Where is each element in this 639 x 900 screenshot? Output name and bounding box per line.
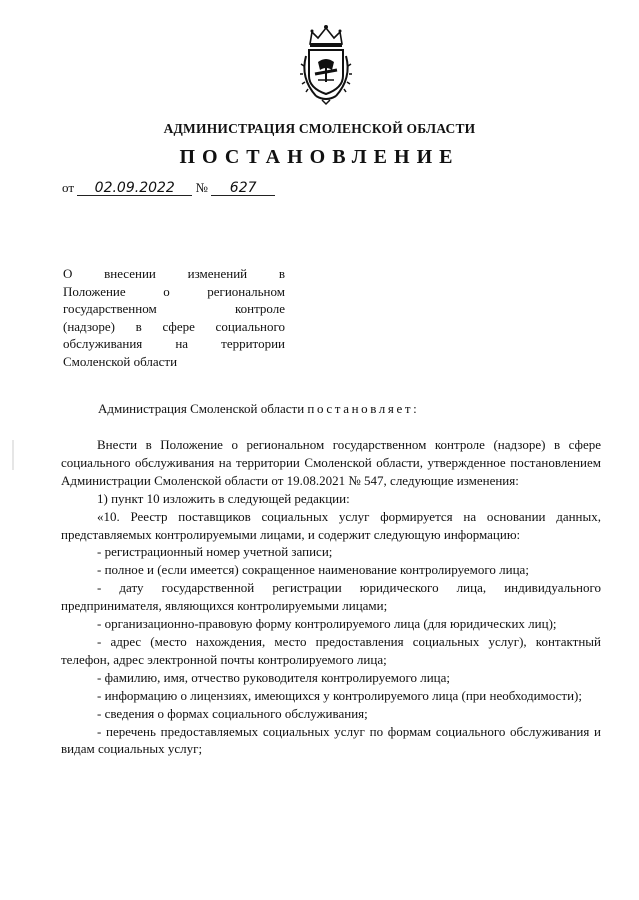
subject-line: (надзоре) в сфере социального [63, 318, 285, 334]
body-list-item: - организационно-правовую форму контролируемого лица (для юридических лиц); [97, 616, 557, 632]
body-list-item: - перечень предоставляемых социальных услуг по формам социального обслуживания и видам социальных услуг; [61, 723, 601, 757]
organization-title: АДМИНИСТРАЦИЯ СМОЛЕНСКОЙ ОБЛАСТИ [163, 121, 476, 136]
body-list-item: - полное и (если имеется) сокращенное наименование контролируемого лица; [97, 562, 529, 578]
body-list-item: - информацию о лицензиях, имеющихся у контролируемого лица (при необходимости); [97, 687, 582, 703]
handwritten-date: 02.09.2022 [77, 181, 192, 196]
body-list-item: - регистрационный номер учетной записи; [97, 544, 333, 560]
coat-of-arms-emblem [296, 22, 356, 106]
date-number-line [62, 180, 275, 196]
body-paragraph: 1) пункт 10 изложить в следующей редакции: [97, 490, 350, 506]
subject-line: Смоленской области [63, 353, 178, 369]
body-list-item: - фамилию, имя, отчество руководителя контролируемого лица; [97, 669, 450, 685]
document-body [61, 436, 601, 758]
subject-line: Положение о региональном [63, 283, 285, 299]
body-list-item: - сведения о формах социального обслуживания; [97, 705, 368, 721]
number-sign: № [195, 180, 208, 195]
body-paragraph: «10. Реестр поставщиков социальных услуг формируется на основании данных, представляемых контролируемыми лицами, и содержит следующую информацию: [61, 508, 601, 542]
resolution-intro [98, 401, 419, 417]
body-list-item: - дату государственной регистрации юридического лица, индивидуального предпринимателя, являющихся контролируемыми лицами; [61, 580, 601, 614]
body-list-item: - адрес (место нахождения, место предоставления социальных услуг), контактный телефон, адрес электронной почты контролируемого лица; [61, 633, 601, 667]
intro-text: Администрация Смоленской области [98, 401, 305, 416]
scan-margin-mark [12, 440, 14, 470]
body-paragraph: Внести в Положение о региональном государственном контроле (надзоре) в сфере социального обслуживания на территории Смоленской области, утвержденное постановлением Администрации Смоленской области от 19.08.2021 № 547, следующие изменения: [61, 437, 601, 488]
document-type-title: ПОСТАНОВЛЕНИЕ [179, 146, 460, 168]
handwritten-number: 627 [211, 181, 275, 196]
subject-line: обслуживания на территории [63, 336, 285, 352]
intro-verb: постановляет: [307, 401, 420, 416]
subject-line: О внесении изменений в [63, 266, 285, 281]
document-subject [63, 265, 285, 371]
date-prefix: от [62, 180, 75, 195]
subject-line: государственном контроле [63, 301, 285, 317]
